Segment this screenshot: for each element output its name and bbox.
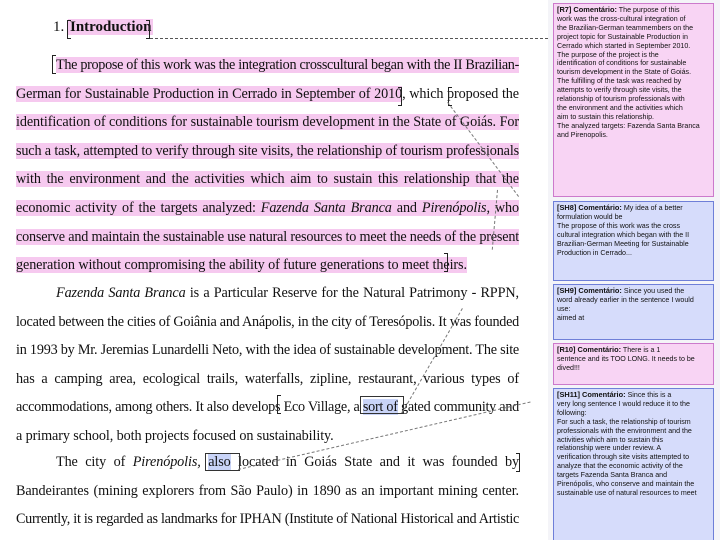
comment-text: For such a task, the relationship of tourism [557, 417, 691, 426]
text-run: , which proposed the [402, 85, 519, 102]
text-run: economic activity of the targets analyzed: [16, 200, 261, 216]
comment-sh11[interactable] [553, 388, 714, 540]
body-line [56, 57, 519, 73]
body-line [16, 257, 467, 273]
comment-text: and Pirenopolis. [557, 130, 608, 139]
comment-text: The purpose of the project is the [557, 50, 659, 59]
comment-anchor-bracket [52, 55, 56, 74]
comment-text: The purpose of this [618, 6, 680, 14]
comment-text: attempts to verify through site visits, the [557, 86, 682, 95]
comment-text: work was the cross-cultural integration of [557, 14, 686, 23]
comment-tag: [R7] Comentário: [557, 5, 617, 14]
text-run: Fazenda Santa Branca [260, 200, 392, 216]
body-line [16, 86, 519, 102]
comment-text: aimed at [557, 313, 585, 322]
body-line [16, 371, 519, 387]
body-line [16, 229, 519, 245]
comment-tag: [SH11] Comentário: [557, 390, 626, 399]
comment-anchor-bracket [516, 453, 520, 472]
comment-anchor-bracket [67, 20, 71, 39]
comment-text: Brazilian-German Meeting for Sustainable [557, 239, 689, 248]
text-run: located in Goiás State and it was founded by [230, 454, 519, 470]
body-line [16, 428, 334, 444]
comment-anchor-box [205, 453, 240, 471]
comment-text: project topic for Sustainable Production in [557, 32, 688, 41]
text-run: in 1993 by Mr. Jeremias Lunardelli Neto, with the idea of sustainable development. The site [16, 342, 519, 359]
comment-sh8[interactable] [553, 201, 714, 281]
body-line [16, 171, 519, 187]
comment-text: sentence and its TOO LONG. It needs to be [557, 354, 695, 363]
comment-text: targets Fazenda Santa Branca and [557, 471, 668, 480]
body-line [16, 200, 519, 216]
comment-text: the environment and the activities which [557, 103, 683, 112]
comment-text: The propose of this work was the cross [557, 221, 681, 230]
comment-text: formulation would be [557, 212, 623, 221]
text-run: Currently, it is regarded as landmarks for IPHAN (Institute of National Historical and Artistic [16, 511, 519, 528]
comment-text: sustainable use of natural resources to meet [557, 488, 697, 497]
body-line [16, 314, 519, 330]
text-run: , who [486, 200, 519, 216]
heading-title: Introduction [70, 19, 152, 35]
body-line [16, 143, 519, 159]
comment-text: Since this is a [627, 391, 672, 399]
comment-tag: [R10] Comentário: [557, 345, 622, 354]
text-run: Fazenda Santa Branca [56, 285, 186, 301]
comment-r10[interactable] [553, 343, 714, 385]
body-line [16, 399, 519, 415]
body-line [56, 285, 519, 301]
text-run: , a [346, 399, 363, 416]
text-run: The propose of this work was the integration crosscultural began with the II Brazilian- [56, 57, 519, 73]
comment-leader-line [150, 38, 548, 39]
comment-text: verification through site visits attempted to [557, 453, 690, 462]
comment-text: Cerrado which started in September 2010. [557, 41, 691, 50]
text-run: a primary school, both projects focused on sustainability. [16, 428, 334, 444]
comment-text: following: [557, 408, 587, 417]
comment-text: Production in Cerrado... [557, 248, 632, 257]
comment-text: Pirenópolis, who conserve and maintain the [557, 480, 695, 489]
text-run: and [391, 200, 422, 216]
text-run: identification of conditions for sustainable tourism development in the State of Goiás. For [16, 114, 519, 131]
body-line [16, 483, 519, 499]
text-run: such a task, attempted to verify through site visits, the relationship of tourism professionals [16, 142, 519, 159]
comment-text: identification of conditions for sustainable [557, 59, 687, 68]
text-run: Pirenópolis [421, 200, 487, 216]
comment-anchor-bracket [398, 87, 402, 106]
comment-text: dived!!! [557, 363, 580, 372]
comment-text: tourism development in the State of Goiás. [557, 68, 692, 77]
comment-text: word already earlier in the sentence I would [557, 295, 694, 304]
body-line [16, 511, 519, 527]
text-run: located between the cities of Goiânia and Anápolis, in the city of Teresópolis. It was founded [16, 313, 519, 330]
text-run: accommodations, among others. It also develops [16, 399, 284, 416]
comment-anchor-bracket [444, 253, 448, 272]
text-run: Eco Village [283, 399, 347, 416]
comment-text: My idea of a better [623, 204, 683, 212]
comment-text: activities which aim to sustain this [557, 435, 664, 444]
comment-text: use: [557, 304, 571, 313]
comment-anchor-bracket [277, 395, 281, 414]
comment-tag: [SH8] Comentário: [557, 203, 622, 212]
comment-text: The analyzed targets: Fazenda Santa Branca [557, 121, 700, 130]
comment-text: Since you used the [623, 287, 685, 295]
comment-text: relationship were under review. A [557, 444, 662, 453]
text-run: Pirenópolis, [132, 454, 201, 470]
comment-text: There is a 1 [622, 346, 661, 354]
text-run: also [208, 454, 231, 470]
text-run: German for Sustainable Production in Cerrado in September of 2010 [16, 85, 403, 102]
text-run: Bandeirantes (mining explorers from São Paulo) in 1890 as an important mining center. [16, 482, 519, 499]
comment-r7[interactable] [553, 3, 714, 197]
comment-text: The fulfilling of the task was reached by [557, 77, 682, 86]
comment-text: professionals with the environment and the [557, 426, 692, 435]
text-run: is a Particular Reserve for the Natural Patrimony - RPPN, [185, 285, 519, 301]
text-run: has a camping area, ecological trails, waterfalls, zipline, restaurant, various types of [16, 370, 519, 387]
comment-text: analyze that the economic activity of the [557, 462, 683, 471]
heading-number: 1. [53, 19, 65, 35]
comment-text: aim to sustain this relationship. [557, 112, 654, 121]
comment-text: the Brazilian-German teammembers on the [557, 23, 694, 32]
comment-sh9[interactable] [553, 284, 714, 340]
body-line [16, 342, 519, 358]
comment-text: relationship of tourism professionals with [557, 95, 685, 104]
text-run: gated community and [397, 399, 520, 416]
comment-text: very long sentence I would reduce it to the [557, 399, 690, 408]
body-line [16, 114, 519, 130]
text-run: The city of [56, 454, 133, 470]
comment-anchor-bracket [146, 20, 150, 39]
comment-anchor-box [360, 396, 404, 414]
text-run: generation without compromising the ability of future generations to meet theirs. [16, 257, 467, 274]
comment-text: cultural integration which began with the II [557, 230, 690, 239]
text-run: with the environment and the activities which aim to sustain this relationship that the [16, 171, 519, 188]
text-run: conserve and maintain the sustainable use natural resources to meet the needs of the present [16, 228, 519, 245]
text-run: sort of [362, 399, 398, 416]
comment-tag: [SH9] Comentário: [557, 286, 622, 295]
